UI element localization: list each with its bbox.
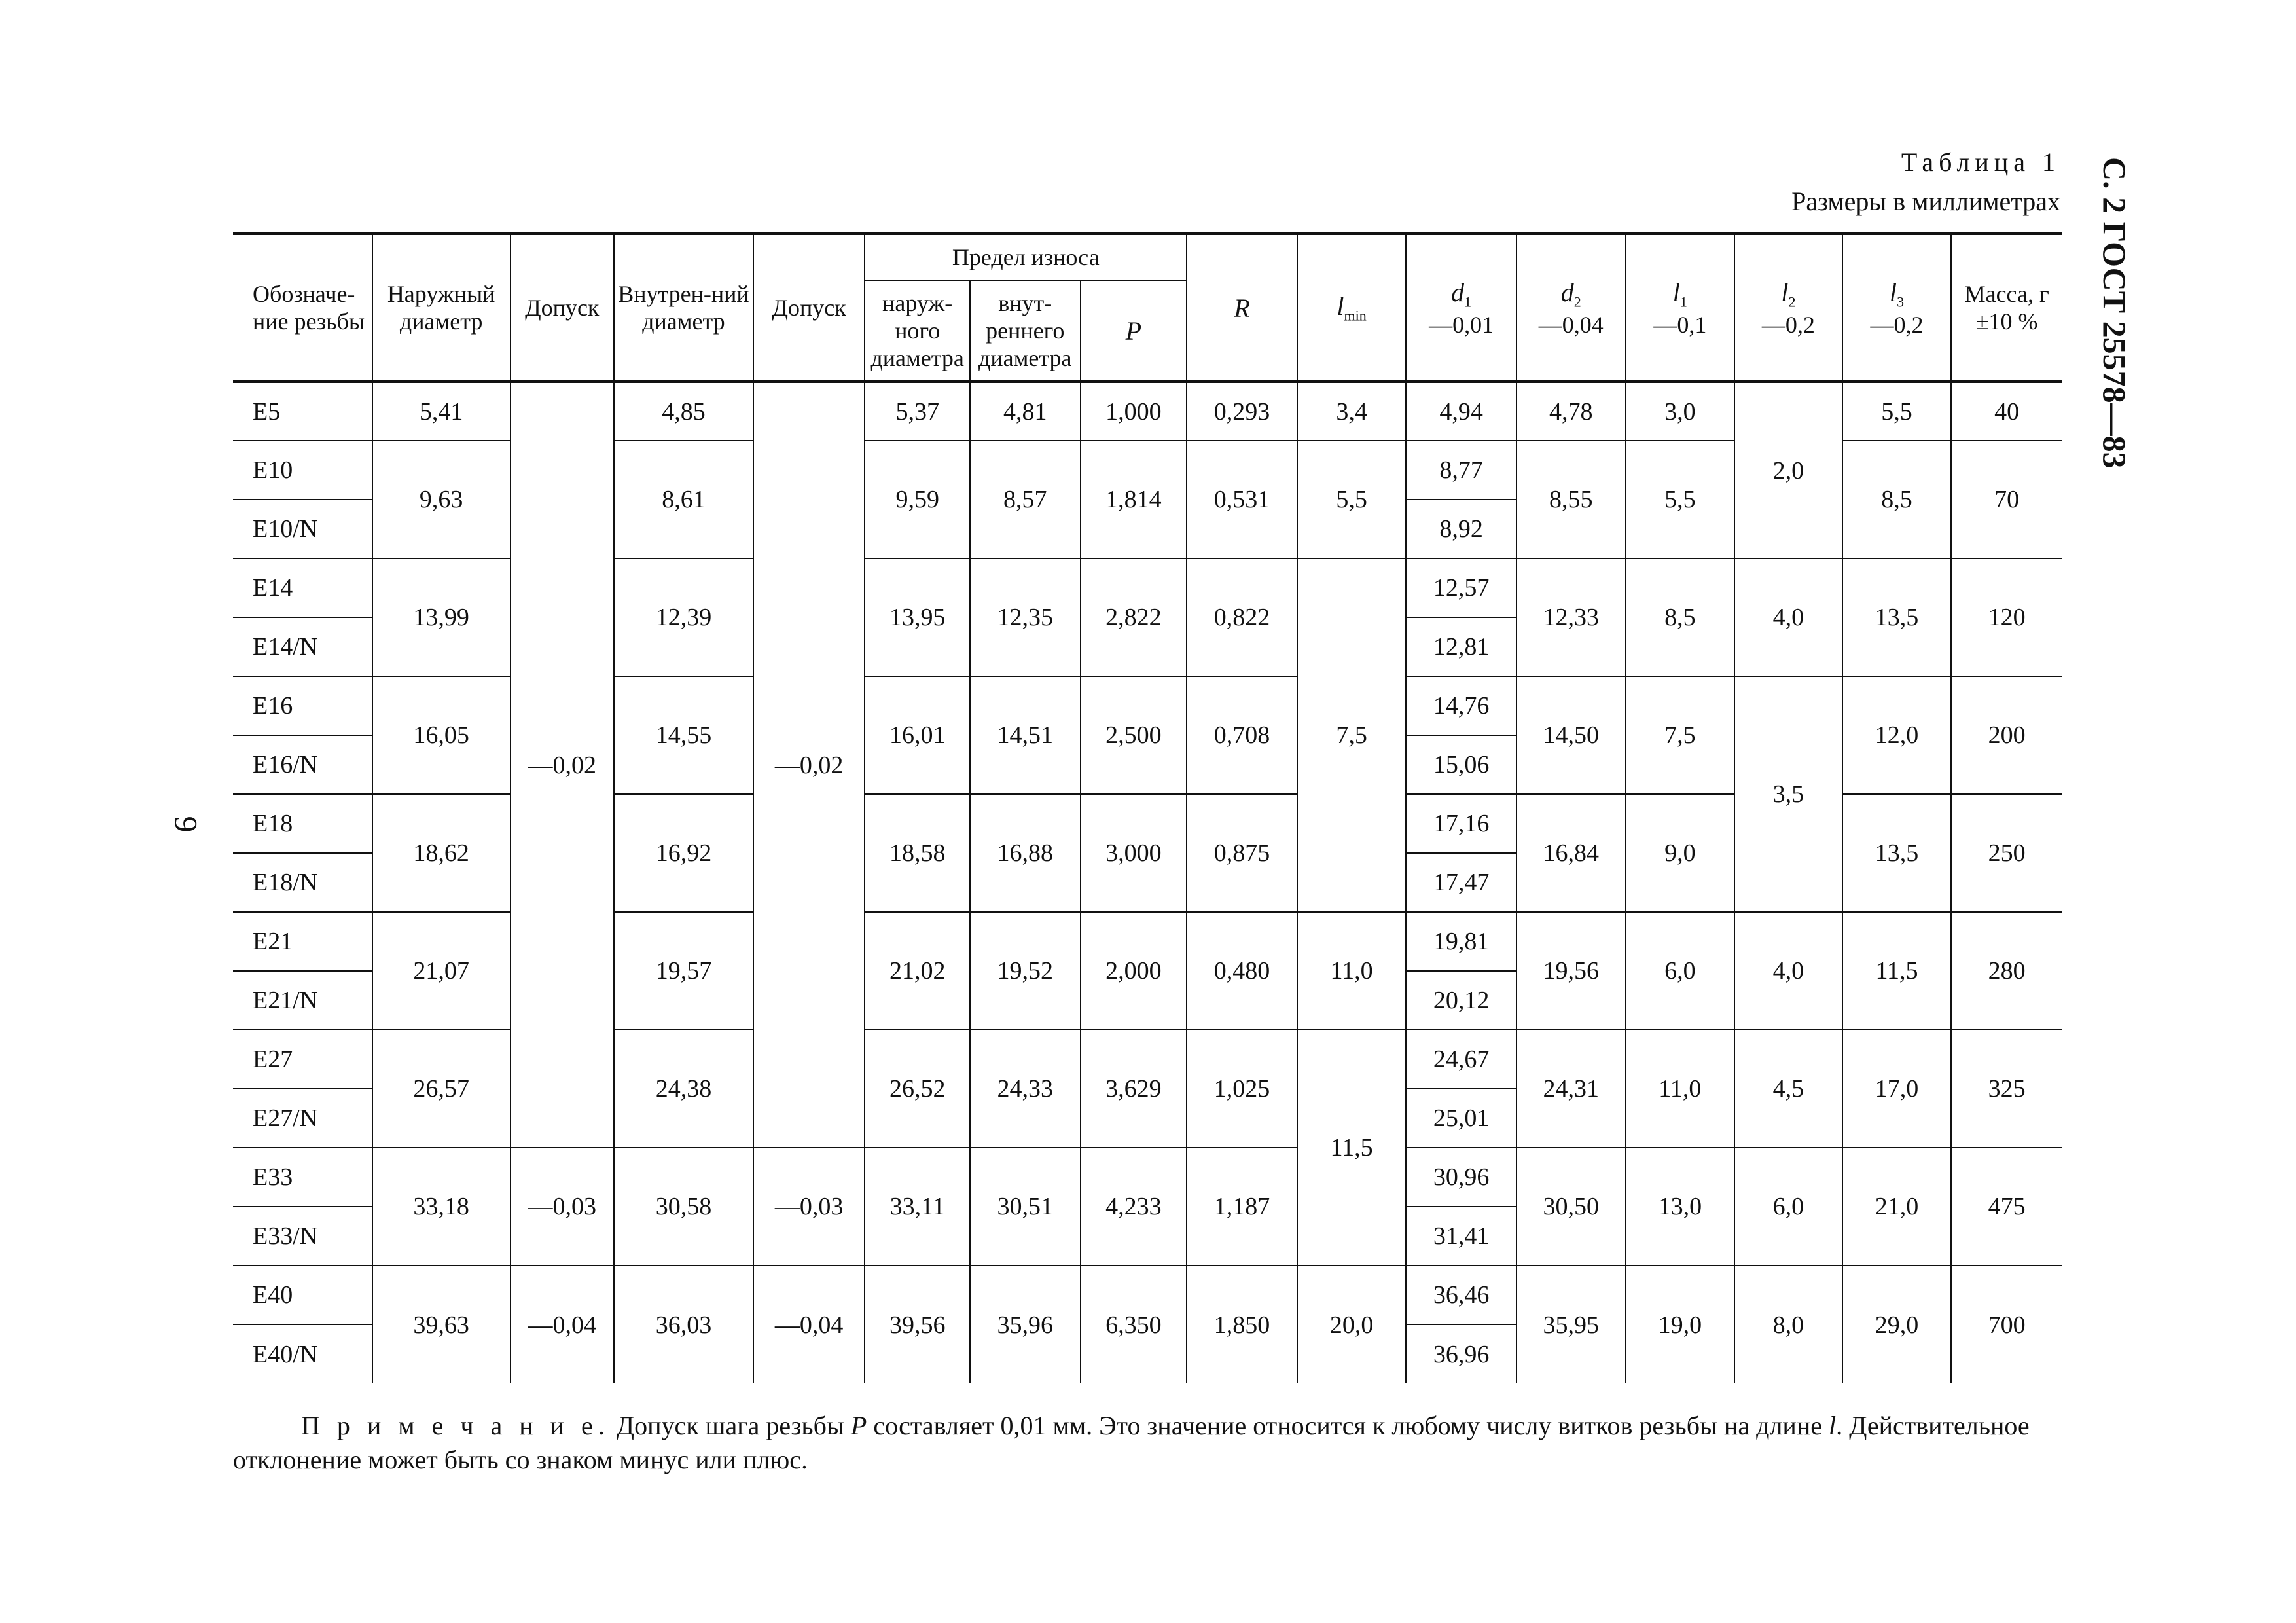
table-row [233, 382, 2062, 441]
cell-d1: 14,76 [1406, 676, 1516, 735]
cell-outer: 33,18 [372, 1148, 511, 1266]
cell-wear-inner: 24,33 [970, 1030, 1081, 1148]
cell-R: 1,187 [1187, 1148, 1297, 1266]
cell-d1: 17,47 [1406, 853, 1516, 912]
cell-outer: 13,99 [372, 558, 511, 676]
table-row [233, 912, 2062, 971]
cell-d1: 36,46 [1406, 1266, 1516, 1324]
cell-R: 1,025 [1187, 1030, 1297, 1148]
cell-P: 2,822 [1081, 558, 1187, 676]
cell-lmin: 7,5 [1297, 558, 1407, 912]
cell-lmin: 11,5 [1297, 1030, 1407, 1266]
cell-designation: E14/N [233, 617, 372, 676]
cell-inner: 24,38 [614, 1030, 753, 1148]
note-l: l [1828, 1411, 1837, 1440]
cell-outer: 21,07 [372, 912, 511, 1030]
cell-l2: 2,0 [1734, 382, 1842, 558]
cell-P: 3,629 [1081, 1030, 1187, 1148]
cell-inner: 8,61 [614, 441, 753, 558]
cell-wear-outer: 33,11 [865, 1148, 970, 1266]
cell-l3: 12,0 [1842, 676, 1952, 794]
cell-inner: 16,92 [614, 794, 753, 912]
cell-designation: E5 [233, 382, 372, 441]
header-wear-P: P [1081, 280, 1187, 382]
cell-d1: 31,41 [1406, 1207, 1516, 1266]
cell-designation: E18/N [233, 853, 372, 912]
cell-wear-outer: 18,58 [865, 794, 970, 912]
cell-mass: 70 [1951, 441, 2062, 558]
cell-d2: 12,33 [1516, 558, 1626, 676]
header-wear-limit: Предел износа [865, 234, 1187, 280]
cell-designation: E27 [233, 1030, 372, 1089]
cell-R: 0,293 [1187, 382, 1297, 441]
header-wear-inner: внут-реннего диаметра [970, 280, 1081, 382]
cell-designation: E27/N [233, 1089, 372, 1148]
cell-inner: 36,03 [614, 1266, 753, 1383]
note-text-3: . Действительное отклонение может быть со знаком минус или плюс. [233, 1411, 2030, 1474]
cell-d1: 4,94 [1406, 382, 1516, 441]
cell-designation: E33/N [233, 1207, 372, 1266]
cell-l1: 8,5 [1626, 558, 1735, 676]
cell-designation: E40 [233, 1266, 372, 1324]
cell-P: 2,000 [1081, 912, 1187, 1030]
note-text-1: Допуск шага резьбы [609, 1411, 851, 1440]
cell-l3: 13,5 [1842, 794, 1952, 912]
cell-mass: 200 [1951, 676, 2062, 794]
cell-inner: 12,39 [614, 558, 753, 676]
table-row [233, 1148, 2062, 1207]
cell-outer: 16,05 [372, 676, 511, 794]
side-header [2088, 157, 2140, 469]
cell-l3: 11,5 [1842, 912, 1952, 1030]
cell-l2: 3,5 [1734, 676, 1842, 912]
table-row [233, 1266, 2062, 1324]
cell-l3: 13,5 [1842, 558, 1952, 676]
cell-outer: 18,62 [372, 794, 511, 912]
cell-designation: E21 [233, 912, 372, 971]
cell-P: 4,233 [1081, 1148, 1187, 1266]
cell-wear-inner: 19,52 [970, 912, 1081, 1030]
cell-l2: 8,0 [1734, 1266, 1842, 1383]
cell-designation: E16 [233, 676, 372, 735]
note-label: П р и м е ч а н и е. [301, 1411, 610, 1440]
cell-R: 0,875 [1187, 794, 1297, 912]
cell-d1: 12,81 [1406, 617, 1516, 676]
cell-outer: 5,41 [372, 382, 511, 441]
cell-wear-inner: 35,96 [970, 1266, 1081, 1383]
header-designation: Обозначе-ние резьбы [233, 234, 372, 382]
cell-designation: E33 [233, 1148, 372, 1207]
thread-dimensions-table [233, 232, 2062, 1383]
note-text-2: составляет 0,01 мм. Это значение относится к любому числу витков резьбы на длине [867, 1411, 1829, 1440]
cell-wear-inner: 30,51 [970, 1148, 1081, 1266]
cell-designation: E18 [233, 794, 372, 853]
cell-designation: E10/N [233, 500, 372, 558]
table-note [233, 1409, 2062, 1477]
cell-designation: E21/N [233, 971, 372, 1030]
cell-wear-outer: 5,37 [865, 382, 970, 441]
cell-wear-inner: 8,57 [970, 441, 1081, 558]
cell-l2: 6,0 [1734, 1148, 1842, 1266]
cell-outer: 9,63 [372, 441, 511, 558]
header-l2: $l_2$ —0,2 [1734, 234, 1842, 382]
header-tolerance-1: Допуск [511, 234, 615, 382]
cell-wear-outer: 21,02 [865, 912, 970, 1030]
cell-wear-outer: 9,59 [865, 441, 970, 558]
cell-l3: 29,0 [1842, 1266, 1952, 1383]
cell-l1: 13,0 [1626, 1148, 1735, 1266]
header-inner-diameter: Внутрен-ний диаметр [614, 234, 753, 382]
note-P: P [850, 1411, 867, 1440]
cell-d1: 36,96 [1406, 1324, 1516, 1383]
table-row [233, 558, 2062, 617]
table-row [233, 676, 2062, 735]
cell-l3: 21,0 [1842, 1148, 1952, 1266]
cell-outer: 39,63 [372, 1266, 511, 1383]
cell-d2: 35,95 [1516, 1266, 1626, 1383]
cell-tolerance-1: —0,03 [511, 1148, 615, 1266]
cell-l1: 3,0 [1626, 382, 1735, 441]
units-label: Размеры в миллиметрах [1791, 187, 2060, 216]
header-R: R [1187, 234, 1297, 382]
cell-d2: 19,56 [1516, 912, 1626, 1030]
cell-l1: 9,0 [1626, 794, 1735, 912]
cell-wear-inner: 14,51 [970, 676, 1081, 794]
cell-d1: 8,77 [1406, 441, 1516, 500]
cell-P: 1,814 [1081, 441, 1187, 558]
cell-wear-inner: 12,35 [970, 558, 1081, 676]
cell-lmin: 5,5 [1297, 441, 1407, 558]
cell-tolerance-1: —0,04 [511, 1266, 615, 1383]
cell-d2: 24,31 [1516, 1030, 1626, 1148]
cell-R: 0,822 [1187, 558, 1297, 676]
cell-wear-inner: 16,88 [970, 794, 1081, 912]
page-number: 9 [168, 816, 205, 833]
cell-l3: 8,5 [1842, 441, 1952, 558]
cell-d1: 15,06 [1406, 735, 1516, 794]
cell-tolerance-1: —0,02 [511, 382, 615, 1148]
cell-P: 6,350 [1081, 1266, 1187, 1383]
header-outer-diameter: Наружный диаметр [372, 234, 511, 382]
cell-R: 1,850 [1187, 1266, 1297, 1383]
cell-d1: 17,16 [1406, 794, 1516, 853]
cell-l1: 11,0 [1626, 1030, 1735, 1148]
cell-wear-outer: 26,52 [865, 1030, 970, 1148]
cell-l1: 19,0 [1626, 1266, 1735, 1383]
cell-l1: 6,0 [1626, 912, 1735, 1030]
cell-l2: 4,0 [1734, 558, 1842, 676]
cell-wear-outer: 39,56 [865, 1266, 970, 1383]
header-mass: Масса, г ±10 % [1951, 234, 2062, 382]
header-wear-outer: наруж-ного диаметра [865, 280, 970, 382]
cell-mass: 120 [1951, 558, 2062, 676]
cell-inner: 30,58 [614, 1148, 753, 1266]
cell-R: 0,480 [1187, 912, 1297, 1030]
cell-d2: 8,55 [1516, 441, 1626, 558]
cell-l3: 17,0 [1842, 1030, 1952, 1148]
cell-d1: 20,12 [1406, 971, 1516, 1030]
cell-inner: 4,85 [614, 382, 753, 441]
header-tolerance-2: Допуск [753, 234, 865, 382]
cell-tolerance-2: —0,04 [753, 1266, 865, 1383]
header-l1: $l_1$ —0,1 [1626, 234, 1735, 382]
cell-mass: 280 [1951, 912, 2062, 1030]
cell-d1: 8,92 [1406, 500, 1516, 558]
cell-inner: 14,55 [614, 676, 753, 794]
header-d1: $d_1$ —0,01 [1406, 234, 1516, 382]
cell-designation: E16/N [233, 735, 372, 794]
cell-wear-outer: 16,01 [865, 676, 970, 794]
cell-d2: 4,78 [1516, 382, 1626, 441]
cell-inner: 19,57 [614, 912, 753, 1030]
cell-wear-outer: 13,95 [865, 558, 970, 676]
side-header-text: С. 2 ГОСТ 25578—83 [2096, 157, 2133, 469]
table-row [233, 1030, 2062, 1089]
cell-designation: E10 [233, 441, 372, 500]
cell-d1: 12,57 [1406, 558, 1516, 617]
cell-R: 0,531 [1187, 441, 1297, 558]
cell-l2: 4,5 [1734, 1030, 1842, 1148]
cell-d1: 25,01 [1406, 1089, 1516, 1148]
cell-lmin: 11,0 [1297, 912, 1407, 1030]
cell-lmin: 20,0 [1297, 1266, 1407, 1383]
cell-d1: 24,67 [1406, 1030, 1516, 1089]
cell-outer: 26,57 [372, 1030, 511, 1148]
cell-lmin: 3,4 [1297, 382, 1407, 441]
cell-d2: 30,50 [1516, 1148, 1626, 1266]
cell-mass: 250 [1951, 794, 2062, 912]
cell-d1: 30,96 [1406, 1148, 1516, 1207]
cell-mass: 40 [1951, 382, 2062, 441]
cell-P: 2,500 [1081, 676, 1187, 794]
cell-l2: 4,0 [1734, 912, 1842, 1030]
cell-mass: 325 [1951, 1030, 2062, 1148]
cell-mass: 475 [1951, 1148, 2062, 1266]
table-caption: Таблица 1 [1901, 147, 2060, 177]
cell-designation: E14 [233, 558, 372, 617]
cell-R: 0,708 [1187, 676, 1297, 794]
cell-P: 1,000 [1081, 382, 1187, 441]
header-lmin: $l_{min}$ [1297, 234, 1407, 382]
cell-mass: 700 [1951, 1266, 2062, 1383]
cell-wear-inner: 4,81 [970, 382, 1081, 441]
cell-d2: 16,84 [1516, 794, 1626, 912]
cell-d2: 14,50 [1516, 676, 1626, 794]
header-d2: $d_2$ —0,04 [1516, 234, 1626, 382]
cell-tolerance-2: —0,03 [753, 1148, 865, 1266]
cell-d1: 19,81 [1406, 912, 1516, 971]
cell-designation: E40/N [233, 1324, 372, 1383]
cell-P: 3,000 [1081, 794, 1187, 912]
header-l3: $l_3$ —0,2 [1842, 234, 1952, 382]
cell-l3: 5,5 [1842, 382, 1952, 441]
cell-l1: 5,5 [1626, 441, 1735, 558]
cell-l1: 7,5 [1626, 676, 1735, 794]
cell-tolerance-2: —0,02 [753, 382, 865, 1148]
